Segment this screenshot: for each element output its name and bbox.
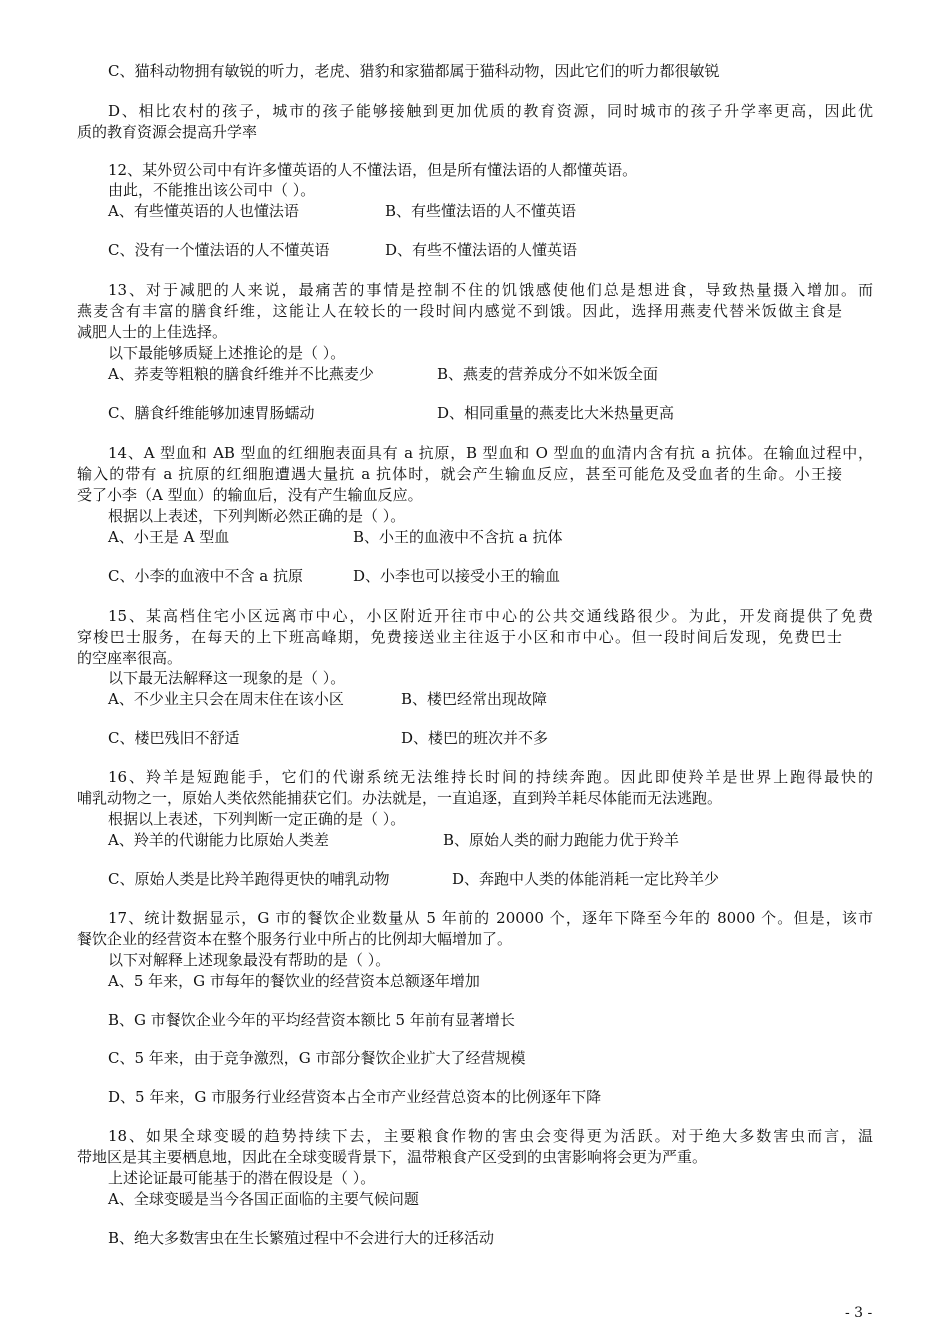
q17-option-c: C、5 年来，由于竞争激烈，G 市部分餐饮企业扩大了经营规模 — [108, 1049, 526, 1067]
q15-stem-line3: 的空座率很高。 — [77, 649, 183, 667]
q16-option-c: C、原始人类是比羚羊跑得更快的哺乳动物 — [108, 870, 390, 888]
q18-stem-line2: 带地区是其主要栖息地，因此在全球变暖背景下，温带粮食产区受到的虫害影响将会更为严重。 — [77, 1148, 708, 1166]
q13-ask: 以下最能够质疑上述推论的是（ ）。 — [108, 344, 346, 362]
page-number: - 3 - — [845, 1305, 873, 1321]
q13-option-a: A、荞麦等粗粮的膳食纤维并不比燕麦少 — [108, 365, 374, 383]
q15-option-c: C、楼巴残旧不舒适 — [108, 729, 240, 747]
q13-option-c: C、膳食纤维能够加速胃肠蠕动 — [108, 404, 315, 422]
q12-option-d: D、有些不懂法语的人懂英语 — [385, 241, 578, 259]
q13-option-b: B、燕麦的营养成分不如米饭全面 — [437, 365, 659, 383]
q12-option-a: A、有些懂英语的人也懂法语 — [108, 202, 299, 220]
q12-ask: 由此，不能推出该公司中（ ）。 — [108, 181, 316, 199]
q15-ask: 以下最无法解释这一现象的是（ ）。 — [108, 669, 346, 687]
q14-stem-line1: 14、A 型血和 AB 型血的红细胞表面具有 a 抗原，B 型血和 O 型血的血清内含有抗 a 抗体。在输血过程中， — [108, 444, 873, 462]
q12-option-c: C、没有一个懂法语的人不懂英语 — [108, 241, 330, 259]
q16-ask: 根据以上表述，下列判断一定正确的是（ ）。 — [108, 810, 406, 828]
q13-option-d: D、相同重量的燕麦比大米热量更高 — [437, 404, 675, 422]
q14-stem-line2: 输入的带有 a 抗原的红细胞遭遇大量抗 a 抗体时，就会产生输血反应，甚至可能危及受血者的生命。小王接 — [77, 465, 842, 483]
q16-option-b: B、原始人类的耐力跑能力优于羚羊 — [443, 831, 680, 849]
q18-option-a: A、全球变暖是当今各国正面临的主要气候问题 — [108, 1190, 419, 1208]
q14-option-a: A、小王是 A 型血 — [108, 528, 230, 546]
q14-option-c: C、小李的血液中不含 a 抗原 — [108, 567, 303, 585]
q14-stem-line3: 受了小李（A 型血）的输血后，没有产生输血反应。 — [77, 486, 423, 504]
q15-stem-line1: 15、某高档住宅小区远离市中心，小区附近开往市中心的公共交通线路很少。为此，开发商提供了免费 — [108, 607, 873, 625]
q16-stem-line2: 哺乳动物之一，原始人类依然能捕获它们。办法就是，一直追逐，直到羚羊耗尽体能而无法逃跑。 — [77, 789, 723, 807]
q13-stem-line3: 减肥人士的上佳选择。 — [77, 323, 228, 341]
q16-option-a: A、羚羊的代谢能力比原始人类差 — [108, 831, 329, 849]
q15-option-b: B、楼巴经常出现故障 — [401, 690, 548, 708]
q17-stem-line1: 17、统计数据显示，G 市的餐饮企业数量从 5 年前的 20000 个，逐年下降至今年的 8000 个。但是，该市 — [108, 909, 873, 927]
q17-ask: 以下对解释上述现象最没有帮助的是（ ）。 — [108, 951, 391, 969]
q15-option-d: D、楼巴的班次并不多 — [401, 729, 549, 747]
q16-stem-line1: 16、羚羊是短跑能手，它们的代谢系统无法维持长时间的持续奔跑。因此即使羚羊是世界上跑得最快的 — [108, 768, 873, 786]
q15-stem-line2: 穿梭巴士服务，在每天的上下班高峰期，免费接送业主往返于小区和市中心。但一段时间后发现，免费巴士 — [77, 628, 842, 646]
prev-option-c: C、猫科动物拥有敏锐的听力，老虎、猎豹和家猫都属于猫科动物，因此它们的听力都很敏锐 — [108, 62, 720, 80]
q14-option-d: D、小李也可以接受小王的输血 — [353, 567, 561, 585]
q16-option-d: D、奔跑中人类的体能消耗一定比羚羊少 — [452, 870, 720, 888]
prev-option-d-line2: 质的教育资源会提高升学率 — [77, 123, 258, 141]
q13-stem-line2: 燕麦含有丰富的膳食纤维，这能让人在较长的一段时间内感觉不到饿。因此，选择用燕麦代替米饭做主食是 — [77, 302, 842, 320]
q18-option-b: B、绝大多数害虫在生长繁殖过程中不会进行大的迁移活动 — [108, 1229, 495, 1247]
q14-ask: 根据以上表述，下列判断必然正确的是（ ）。 — [108, 507, 406, 525]
q13-stem-line1: 13、对于减肥的人来说，最痛苦的事情是控制不住的饥饿感使他们总是想进食，导致热量摄入增加。而 — [108, 281, 873, 299]
q12-option-b: B、有些懂法语的人不懂英语 — [385, 202, 577, 220]
q15-option-a: A、不少业主只会在周末住在该小区 — [108, 690, 344, 708]
q12-stem: 12、某外贸公司中有许多懂英语的人不懂法语，但是所有懂法语的人都懂英语。 — [108, 161, 638, 179]
prev-option-d-line1: D、相比农村的孩子，城市的孩子能够接触到更加优质的教育资源，同时城市的孩子升学率更高，因此优 — [108, 102, 873, 120]
q17-stem-line2: 餐饮企业的经营资本在整个服务行业中所占的比例却大幅增加了。 — [77, 930, 513, 948]
q18-ask: 上述论证最可能基于的潜在假设是（ ）。 — [108, 1169, 376, 1187]
q17-option-a: A、5 年来，G 市每年的餐饮业的经营资本总额逐年增加 — [108, 972, 480, 990]
q18-stem-line1: 18、如果全球变暖的趋势持续下去，主要粮食作物的害虫会变得更为活跃。对于绝大多数害虫而言，温 — [108, 1127, 873, 1145]
q17-option-d: D、5 年来，G 市服务行业经营资本占全市产业经营总资本的比例逐年下降 — [108, 1088, 602, 1106]
q14-option-b: B、小王的血液中不含抗 a 抗体 — [353, 528, 563, 546]
q17-option-b: B、G 市餐饮企业今年的平均经营资本额比 5 年前有显著增长 — [108, 1011, 515, 1029]
